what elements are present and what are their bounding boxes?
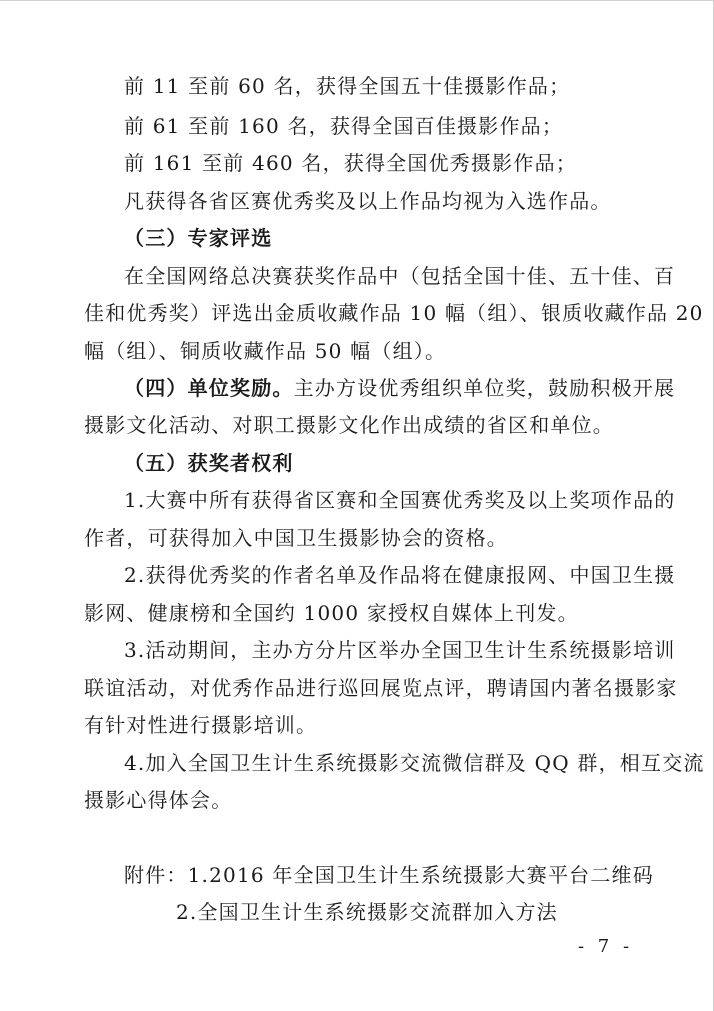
list-item-line: 2.获得优秀奖的作者名单及作品将在健康报网、中国卫生摄 (124, 563, 676, 587)
attachment-item: 1.2016 年全国卫生计生系统摄影大赛平台二维码 (187, 863, 654, 887)
rank-line: 前 61 至前 160 名，获得全国百佳摄影作品； (124, 114, 564, 138)
rank-line: 前 11 至前 60 名，获得全国五十佳摄影作品； (124, 74, 571, 98)
section4-lead: 主办方设优秀组织单位奖，鼓励积极开展 (293, 376, 676, 400)
list-item-line: 1.大赛中所有获得省区赛和全国赛优秀奖及以上奖项作品的 (124, 488, 676, 512)
list-item-line: 联谊活动，对优秀作品进行巡回展览点评，聘请国内著名摄影家 (84, 676, 678, 700)
rank-line: 前 161 至前 460 名，获得全国优秀摄影作品； (124, 151, 577, 175)
attachment-line (124, 863, 714, 887)
paragraph-line: 佳和优秀奖）评选出金质收藏作品 10 幅（组）、银质收藏作品 20 (84, 301, 704, 325)
paragraph-line: 幅（组）、铜质收藏作品 50 幅（组）。 (84, 339, 447, 363)
list-item-line: 影网、健康榜和全国约 1000 家授权自媒体上刊发。 (84, 601, 579, 625)
list-item-line: 4.加入全国卫生计生系统摄影交流微信群及 QQ 群，相互交流 (124, 751, 705, 775)
section4-paragraph (124, 376, 714, 400)
attachment-item: 2.全国卫生计生系统摄影交流群加入方法 (176, 900, 558, 924)
list-item-line: 作者，可获得加入中国卫生摄影协会的资格。 (84, 526, 508, 550)
section4-heading: （四）单位奖励。 (124, 376, 294, 400)
rank-line: 凡获得各省区赛优秀奖及以上作品均视为入选作品。 (124, 189, 612, 213)
section3-heading: （三）专家评选 (124, 226, 273, 250)
page-number: - 7 - (578, 936, 634, 957)
page-border-top (0, 0, 714, 1)
paragraph-line: 在全国网络总决赛获奖作品中（包括全国十佳、五十佳、百 (124, 264, 676, 288)
paragraph-line: 摄影文化活动、对职工摄影文化作出成绩的省区和单位。 (84, 413, 614, 437)
list-item-line: 摄影心得体会。 (84, 788, 233, 812)
list-item-line: 有针对性进行摄影培训。 (84, 713, 318, 737)
attachment-label: 附件： (124, 863, 188, 887)
section5-heading: （五）获奖者权利 (124, 451, 294, 475)
list-item-line: 3.活动期间，主办方分片区举办全国卫生计生系统摄影培训 (124, 638, 676, 662)
